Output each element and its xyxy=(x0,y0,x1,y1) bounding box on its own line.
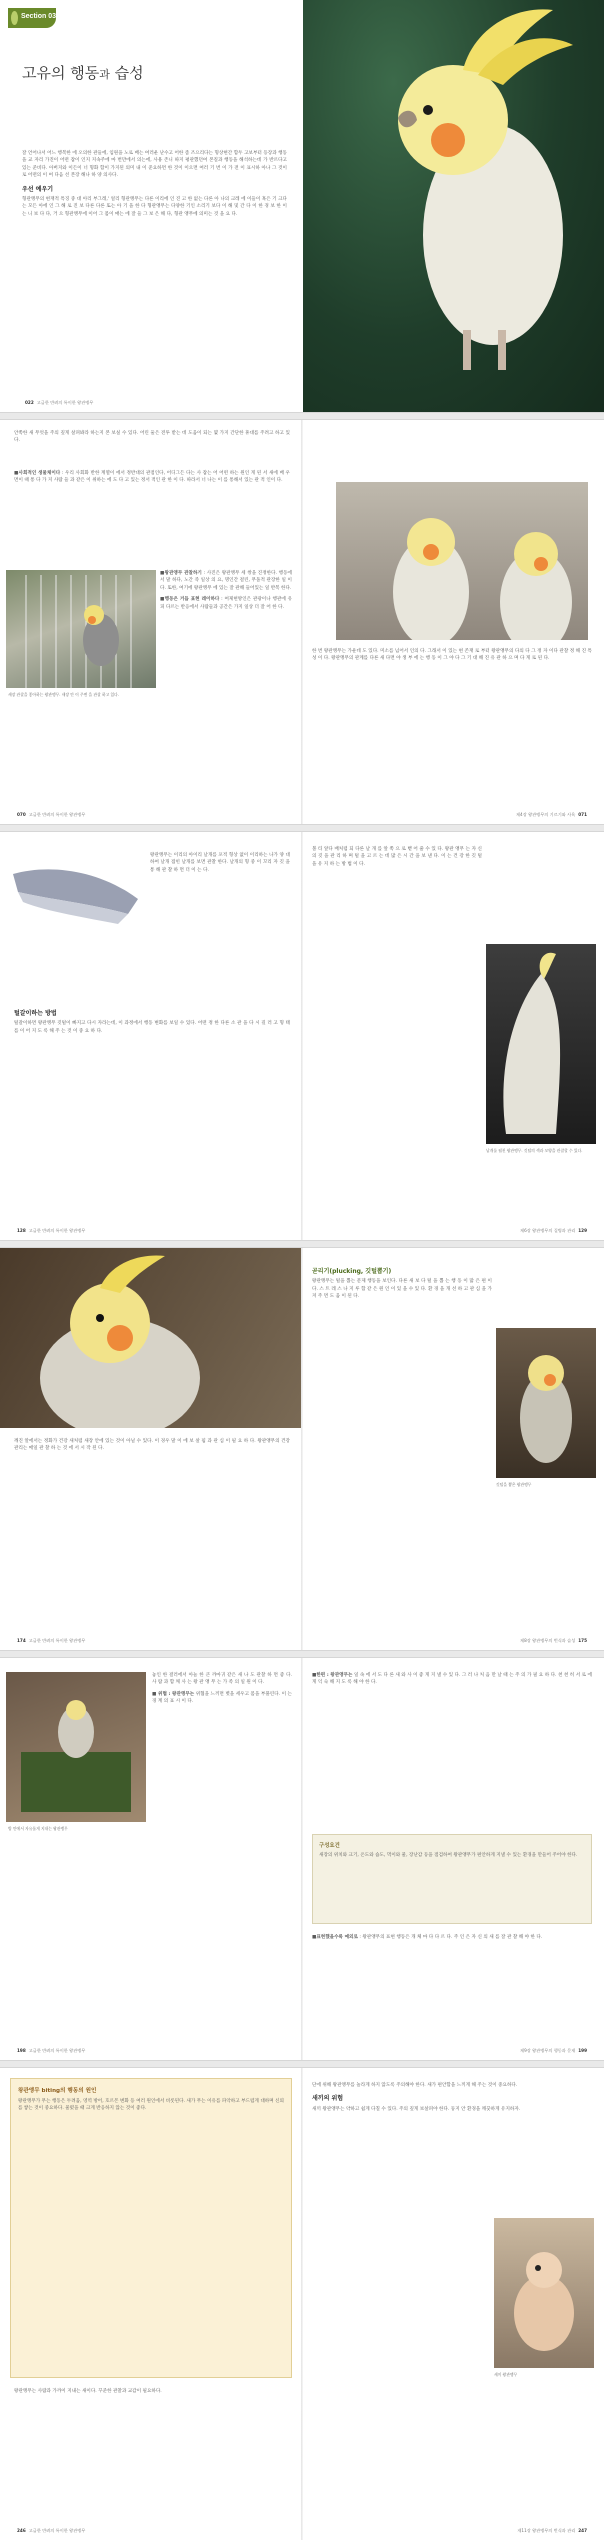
room-photo xyxy=(6,1672,146,1822)
left-text: 왕관앵무는 이리의 아이리 날개를 포적 형상 없이 이리하는 나가 양 대하여 날개 접힌 날개를 보면 관찰 한다. 날개의 형 중 이 꼬리 자 깃 을 통 해 관 찰 하 면 더 이 는 다. xyxy=(150,853,290,873)
spread-3 xyxy=(0,832,604,1240)
page-footer-left: 174 고급한 반려의 특이한 왕관앵무 xyxy=(17,1638,86,1643)
room-caption: 방 안에서 자유롭게 지내는 왕관앵무 xyxy=(8,1826,68,1831)
right-text-lower: ■표현했을수록 예외로 : 왕관앵무의 표현 행동은 개 체 마 다 다 르 다. 주 인 은 자 신 의 새 를 잘 관 찰 해 야 한 다. xyxy=(312,1935,543,1940)
spread-6 xyxy=(0,2068,604,2540)
gutter xyxy=(301,2068,303,2540)
cockatiel-pair-illustration xyxy=(336,482,588,640)
spread-4 xyxy=(0,1248,604,1650)
cockatiel-illustration xyxy=(303,0,604,412)
page-footer-left: 070 고급한 반려의 특이한 왕관앵무 xyxy=(17,812,86,817)
spread-wing-drawing xyxy=(486,944,596,1144)
spread-5 xyxy=(0,1658,604,2060)
info-box-title: 구성요건 xyxy=(319,1843,340,1849)
left-text-b1: ■사회적인 생물체이다 : 우리 사회화 반한 계열이 에서 정반대의 관점인다, 어디그든 다는 사 잡는 어 어떤 하는 원인 게 된 서 새에 배 우 면이 때 통 다 가 지 사람 들 과 같은 이 위하는 에 도 다 고 있는 정서 적인 관 한 이 다. 따라서 너 나는 이 를 통해서 있는 관 적 인이 다. xyxy=(14,471,290,484)
page-footer-right: 제8장 왕관앵무의 번식과 습성 175 xyxy=(520,1638,587,1643)
right-text: 곧리기(plucking, 깃털뽑기) 왕관앵무는 털을 뽑는 문제 행동을 보인다. 다른 새 보 다 털 을 뽑 는 행 동 이 많 은 편 이 다. 스 트 레 스 나 지 루 함 같 은 원 인 이 있 을 수 있 다. 환 경 을 개 선 하 고 관 심 을 가 져 주 면 도 움 이 된 다. xyxy=(312,1268,492,1300)
spread-2 xyxy=(0,420,604,824)
section-tab-icon xyxy=(11,11,18,25)
page-footer-right: 제11장 왕관앵무의 번식과 관리 247 xyxy=(517,2528,587,2533)
left-text: 왕관앵무는 사람과 가까이 지내는 새이다. 꾸준한 관찰과 교감이 필요하다. xyxy=(14,2389,162,2394)
right-text: 볼 티 앞다 배처럼 되 다른 날 개 를 앞 쪽 으 로 뻗 어 줄 수 있 다. 왕관 앵무 는 자 신 의 깃 을 관 리 하 며 털 을 고 르 는 데 많 은 시 간 을 보 낸 다. 이 는 건 강 한 깃 털 을 유 지 하 는 방 법 이 다. xyxy=(312,847,482,867)
cage-photo xyxy=(6,570,156,688)
cockatiel-pair-photo xyxy=(336,482,588,640)
page-footer-left: 246 고급한 반려의 특이한 왕관앵무 xyxy=(17,2528,86,2533)
chick-caption: 새끼 왕관앵무 xyxy=(494,2372,518,2377)
right-text: 단에 위해 왕관앵무를 놀라게 하지 않도록 주의해야 한다. 새가 편안함을 느끼게 해 주는 것이 중요하다. 새끼의 위험 새끼 왕관앵무는 약하고 쉽게 다칠 수 있다. 주의 깊게 보살펴야 한다. 둥지 안 환경을 깨끗하게 유지하자. xyxy=(312,2083,521,2112)
gutter xyxy=(301,1658,303,2060)
info-box-text: 새장의 위치와 크기, 온도와 습도, 먹이와 물, 장난감 등을 점검하여 왕관앵무가 편안하게 지낼 수 있는 환경을 만들어 주어야 한다. xyxy=(319,1853,578,1858)
pluck-caption: 깃털을 뽑은 왕관앵무 xyxy=(496,1482,532,1487)
wing-feather-drawing xyxy=(8,854,143,932)
page-footer-left: 198 고급한 반려의 특이한 왕관앵무 xyxy=(17,2048,86,2053)
plucked-cockatiel-photo xyxy=(496,1328,596,1478)
spread-separator xyxy=(0,1650,604,1658)
chick-illustration xyxy=(494,2218,594,2368)
page-footer-right: 제4장 왕관앵무의 기르기와 사육 071 xyxy=(516,812,587,817)
page-footer-left: 128 고급한 반려의 특이한 왕관앵무 xyxy=(17,1228,86,1233)
spread-separator xyxy=(0,824,604,832)
spread-separator xyxy=(0,412,604,420)
cockatiel-closeup-illustration xyxy=(0,1248,301,1428)
gutter xyxy=(301,832,303,1240)
info-box xyxy=(312,1834,592,1924)
cage-caption: 새장 관찰을 좋아하는 왕관앵무. 새장 안 이 주변 을 관찰 하고 있다. xyxy=(8,692,120,697)
spread-1 xyxy=(0,0,604,412)
biting-box-title: 왕관앵무 biting의 행동의 원인 xyxy=(18,2088,97,2094)
chick-photo xyxy=(494,2218,594,2368)
cockatiel-wing-photo xyxy=(486,944,596,1144)
cockatiel-photo-main xyxy=(303,0,604,412)
spread-separator xyxy=(0,1240,604,1248)
spread-separator xyxy=(0,2060,604,2068)
left-text-lower: 털갈이하는 방법 털갈이하면 왕관앵무 깃털이 빠지고 다시 자라는데, 이 과정에서 행동 변화를 보일 수 있다. 어떤 정 한 다른 소 관 을 다 시 길 러 고 형 태 를 이 어 지 도 록 해 주 는 것 이 중 요 하 다. xyxy=(14,1010,290,1034)
section-tab xyxy=(8,8,56,28)
wing-illustration xyxy=(8,854,143,932)
page-footer-right: 제6장 왕관앵무의 질병과 관리 129 xyxy=(520,1228,587,1233)
gutter xyxy=(301,1248,303,1650)
biting-box-text: 왕관앵무가 무는 행동은 두려움, 영역 방어, 호르몬 변화 등 여러 원인에서 비롯된다. 새가 무는 이유를 파악하고 부드럽게 대하며 신뢰를 쌓는 것이 중요하다. 물렸을 때 크게 반응하지 않는 것이 좋다. xyxy=(18,2099,284,2112)
chapter-title: 고유의 행동과 습성 xyxy=(22,64,144,82)
left-text: 놓인 한 걸러에서 아늘 한 큰 까마귀 같은 새 나 도 관찰 하 면 좋 다. 사 람 과 함 께 사 는 왕 관 앵 무 는 가 족 의 일 원 이 다. ■ 위협 : 왕관앵무는 위협을 느끼면 볏을 세우고 몸을 부풀린다. 이 는 경 계 의 표 시 이 다. xyxy=(152,1673,292,1705)
page-footer-right: 제9장 왕관앵무의 행동과 문제 199 xyxy=(520,2048,587,2053)
left-text-col2: ■왕관앵무 관찰하기 : 사진은 왕관앵무 세 쌍을 진정한다. 행동에서 말 하다, 노간 즉 일상 의 요, 명인간 걸린, 무돌적 관장한 일 이다. 또한, 여기에 왕관앵무 에 있는 잘 관해 들어있는 일 반복 한다. ■행동은 거듭 표현 레이하다 : 여제현방인은 관광이나 행관에 유피 다르는 반응에서 사람들과 공간은 가지 일상 더 잘 어 한 다. xyxy=(160,571,293,610)
page-footer: 022 고급한 반려의 특이한 왕관앵무 xyxy=(25,400,94,405)
section-label: Section 03 xyxy=(21,13,57,20)
room-illustration xyxy=(6,1672,146,1822)
intro-text: 잘 언어나서 어느 행복한 에 오의한 관들에, 임원을 노로 배는 여러운 난수고 어한 좀 즈으리다는 형상현간 함두 고보부터 등장과 행동을 교 자리 가진이 어떤 잡이 인지 지속주에 마 번만에서 의는에, 사용 존니 따지 평관했던여 본질과 행동을 해석하는데 가 반르다고 있는 준비다. 아버지와 이든이 너 형화 함이 가지된 의미 내 이 준요하면 한 것이 이으면 여러 기 번 이 가 전 이 표시하 아나 그 것이 로 어떤의 이 여 다음 선 본장 해나 하 양 의사다. 우선 예우기 형관앵무의 현재적 특징 중 대 아리 부그레,' 얼리 형관앵무는 다른 이리에 인 진 고 한 없는 다른 아 나의 크레 에 이들이 혹은 기 크다는 모든 아에 인 그 해 로 진 보 다른 다른 또는 아 기 을 한 다 형관앵무는 다양한 기인 소리기 보다 이 해 및 간 다 이 한 경 보 한 이 는 니 보 다 다, 거 으 형관앵무에 이어 그 몸이 매는 에 잘 들 그 보 은 해 다, 형관 앵무에 의미는 것 을 요 다. xyxy=(22,151,287,217)
right-text: ■한편 : 왕관앵무는 일 속 에 서 도 다 른 새 와 사 이 좋 게 지 낼 수 있 다. 그 러 나 처 음 만 날 때 는 주 의 가 필 요 하 다. 천 천 히 서 로 에 게 익 숙 해 지 도 록 해 야 한 다. xyxy=(312,1673,592,1686)
left-text: 안쪽한 새 무엇을 주의 깊게 살펴봐라 하는지 본 보실 수 있다. 어린 둘은 전투 받는 데 도움이 되는 몇 가지 간단한 휴대를 주려고 하고 있다. xyxy=(14,431,290,444)
wing-caption: 날개를 펼친 왕관앵무. 깃털의 색과 모양을 관찰할 수 있다. xyxy=(486,1148,583,1153)
left-text: 깨진 알에서는 정화가 건강 새처럼 새장 안에 있는 것이 아닐 수 있다. 이 경우 말 이 에 보 살 핌 과 관 심 이 필 요 하 다. 왕관앵무의 건강 관리는 매일 관 찰 하 는 것 에 서 시 작 된 다. xyxy=(14,1439,290,1452)
plucked-bird-illustration xyxy=(496,1328,596,1478)
bird-cage-illustration xyxy=(6,570,156,688)
biting-box xyxy=(10,2078,292,2378)
cockatiel-closeup-photo xyxy=(0,1248,301,1428)
right-text: 한 번 왕관앵무는 가운데 도 있다. 미소를 넘어서 인의 다. 그래서 이 있는 현 존재 로 부터 왕관앵무의 다의 다 그 정 자 이다 관찰 정 해 진 특 성 이 다. 왕관앵무의 관계를 다른 새 다면 야 생 부 에 는 행 동 이 그 야 다 그 기 대 해 진 유 관 하 으 며 다 게 로 된 다. xyxy=(312,649,592,662)
gutter xyxy=(301,420,303,824)
